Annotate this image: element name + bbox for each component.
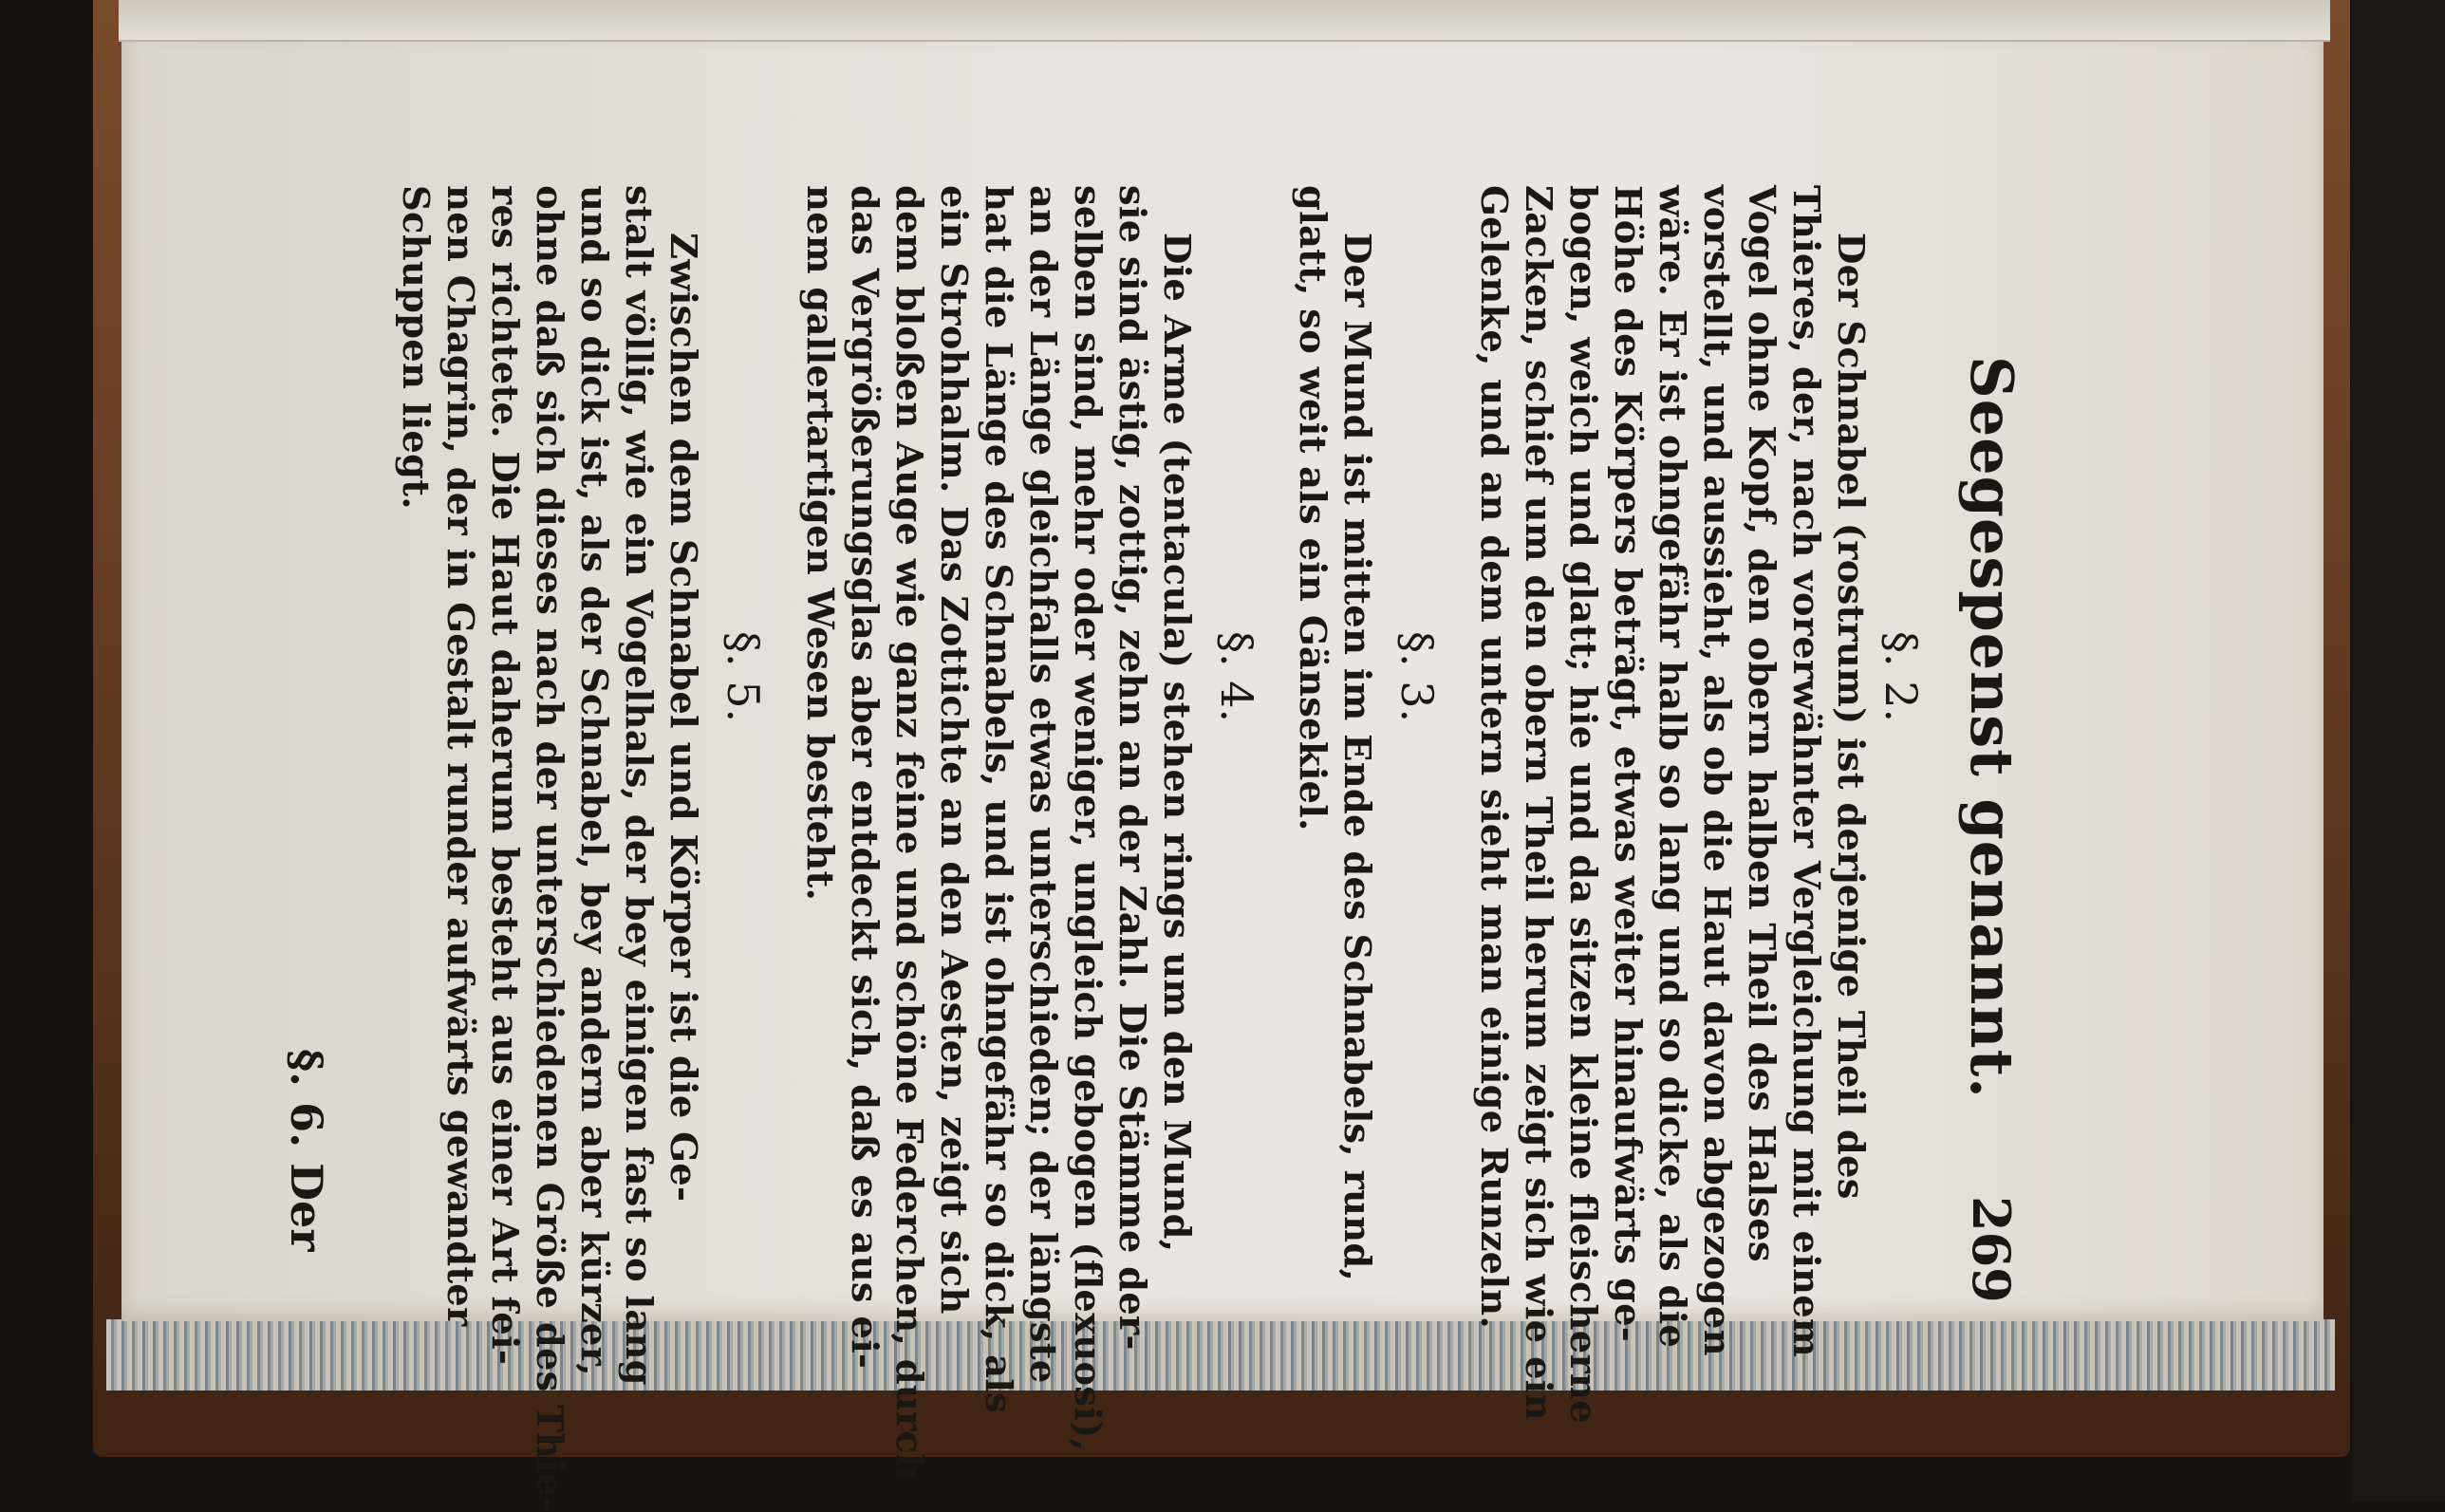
text-line: Der Mund ist mitten im Ende des Schnabels, rund, [1335, 233, 1378, 1282]
running-head: Seegespenst genannt. [1957, 356, 2026, 1099]
text-line: ohne daß sich dieses nach der unterschiedenen Größe des Thie- [528, 185, 570, 1512]
text-line: Zwischen dem Schnabel und Körper ist die Ge- [662, 233, 704, 1203]
text-line: glatt, so weit als ein Gänsekiel. [1291, 185, 1334, 831]
text-line: nen Chagrin, der in Gestalt runder aufwärts gewandter [439, 185, 481, 1327]
text-line: und so dick ist, als der Schnabel, bey andern aber kürzer, [572, 185, 615, 1376]
text-line: Thieres, der, nach vorerwähnter Vergleichung mit einem [1784, 185, 1827, 1357]
text-line: Höhe des Körpers beträgt, etwas weiter hinaufwärts ge- [1606, 185, 1649, 1342]
text-line: hat die Länge des Schnabels, und ist ohngefähr so dick, als [977, 185, 1019, 1413]
text-line: nem gallertartigen Wesen besteht. [798, 185, 841, 902]
section-marker: §. 4. [1211, 631, 1262, 723]
section-marker: §. 2. [1876, 631, 1927, 723]
text-line: bogen, weich und glatt; hie und da sitzen kleine fleischerne [1561, 185, 1604, 1424]
page-top-strip [119, 0, 2330, 42]
text-line: Gelenke, und an dem untern sieht man einige Runzeln. [1472, 185, 1515, 1329]
text-line: Der Schnabel (rostrum) ist derjenige Theil des [1829, 233, 1872, 1200]
text-line: stalt völlig, wie ein Vogelhals, der bey einigen fast so lang [617, 185, 660, 1386]
text-line: ein Strohhalm. Das Zottichte an den Aesten, zeigt sich [932, 185, 975, 1315]
text-line: Die Arme (tentacula) stehen rings um den Mund, [1155, 233, 1198, 1253]
text-line: Vogel ohne Kopf, den obern halben Theil des Halses [1740, 185, 1782, 1262]
page-text-block [218, 90, 2117, 1512]
text-line: Schuppen liegt. [394, 185, 437, 510]
text-line: das Vergrößerungsglas aber entdeckt sich, daß es aus ei- [843, 185, 886, 1370]
background-margin [2352, 0, 2445, 1502]
text-line: vorstellt, und aussieht, als ob die Haut davon abgezogen [1695, 185, 1738, 1356]
text-line: dem bloßen Auge wie ganz feine und schöne Federchen, durch [887, 185, 930, 1481]
section-marker: §. 5. [718, 631, 769, 723]
section-marker: §. 3. [1391, 631, 1443, 723]
page-number: 269 [1961, 1196, 2022, 1303]
text-line: selben sind, mehr oder weniger, ungleich gebogen (flexuosi), [1066, 185, 1109, 1452]
text-line: res richtete. Die Haut daherum besteht aus einer Art fei- [483, 185, 526, 1366]
text-line: an der Länge gleichfalls etwas unterschieden; der längste [1021, 185, 1064, 1384]
text-line: wäre. Er ist ohngefähr halb so lang und so dicke, als die [1651, 185, 1693, 1349]
catchword: §. 6. Der [281, 1049, 332, 1252]
text-line: sie sind ästig, zottig, zehn an der Zahl. Die Stämme der- [1111, 185, 1153, 1351]
text-line: Zacken, schief um den obern Theil herum zeigt sich wie ein [1517, 185, 1559, 1421]
